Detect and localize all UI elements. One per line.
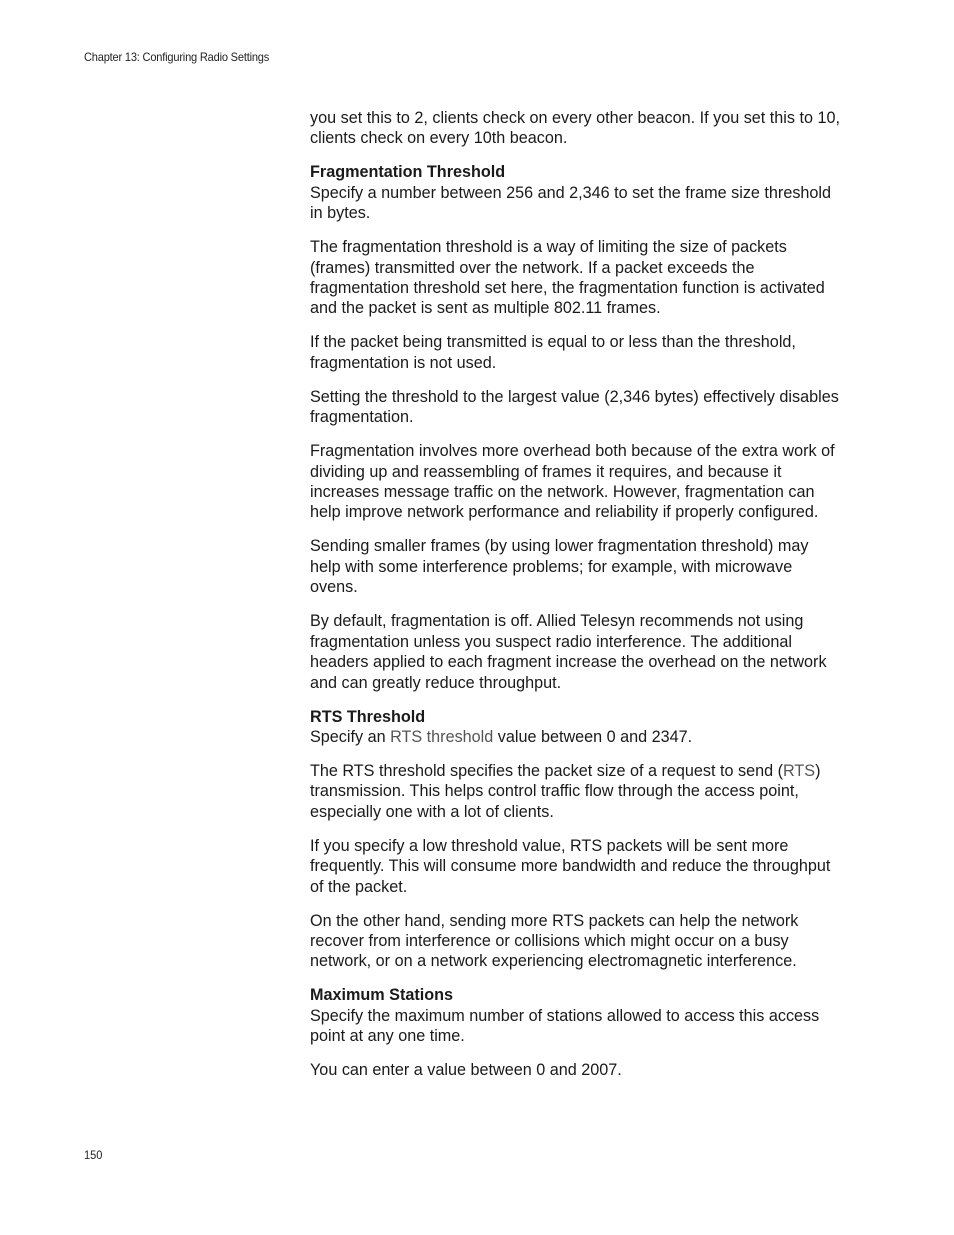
paragraph: Specify the maximum number of stations allowed to access this access point at any one time. xyxy=(310,1006,820,1046)
paragraph: Fragmentation involves more overhead both because of the extra work of dividing up and reassembling of frames it requires, and because it increases message traffic on the network. However, fragmentation can help improve network performance and reliability if properly configured. xyxy=(310,442,835,522)
intro-paragraph: you set this to 2, clients check on every other beacon. If you set this to 10, clients check on every 10th beacon. xyxy=(310,109,840,148)
section-title-fragmentation-threshold: Fragmentation Threshold xyxy=(310,163,506,182)
section-title-maximum-stations: Maximum Stations xyxy=(310,986,454,1005)
page-content xyxy=(310,108,842,1094)
text-run: Specify an xyxy=(310,727,391,746)
paragraph: Sending smaller frames (by using lower fragmentation threshold) may help with some interference problems; for example, with microwave ovens. xyxy=(310,537,809,597)
paragraph: Setting the threshold to the largest value (2,346 bytes) effectively disables fragmentation. xyxy=(310,387,839,427)
text-run: The RTS threshold specifies the packet size of a request to send ( xyxy=(310,761,783,780)
text-run: ) transmission. This helps control traffic flow through the access point, especially one with a lot of clients. xyxy=(310,761,821,821)
glossary-link-rts[interactable]: RTS xyxy=(783,761,816,780)
page-number: 150 xyxy=(84,1148,103,1162)
paragraph: Specify a number between 256 and 2,346 to set the frame size threshold in bytes. xyxy=(310,183,832,223)
paragraph: On the other hand, sending more RTS packets can help the network recover from interference or collisions which might occur on a busy network, or on a network experiencing electromagnetic interference. xyxy=(310,911,799,971)
text-run: value between 0 and 2347. xyxy=(493,727,693,746)
paragraph: By default, fragmentation is off. Allied Telesyn recommends not using fragmentation unless you suspect radio interference. The additional headers applied to each fragment increase the overhead on the network and can greatly reduce throughput. xyxy=(310,612,827,692)
paragraph: If the packet being transmitted is equal to or less than the threshold, fragmentation is not used. xyxy=(310,333,796,372)
section-title-rts-threshold: RTS Threshold xyxy=(310,707,426,726)
paragraph: You can enter a value between 0 and 2007. xyxy=(310,1061,622,1080)
running-header: Chapter 13: Configuring Radio Settings xyxy=(84,50,270,64)
paragraph: The fragmentation threshold is a way of limiting the size of packets (frames) transmitted over the network. If a packet exceeds the fragmentation threshold set here, the fragmentation function is activated and the packet is sent as multiple 802.11 frames. xyxy=(310,238,825,318)
paragraph xyxy=(310,727,842,747)
glossary-link-rts-threshold[interactable]: RTS threshold xyxy=(390,727,494,746)
paragraph xyxy=(310,761,842,822)
paragraph: If you specify a low threshold value, RTS packets will be sent more frequently. This will consume more bandwidth and reduce the throughput of the packet. xyxy=(310,836,831,896)
